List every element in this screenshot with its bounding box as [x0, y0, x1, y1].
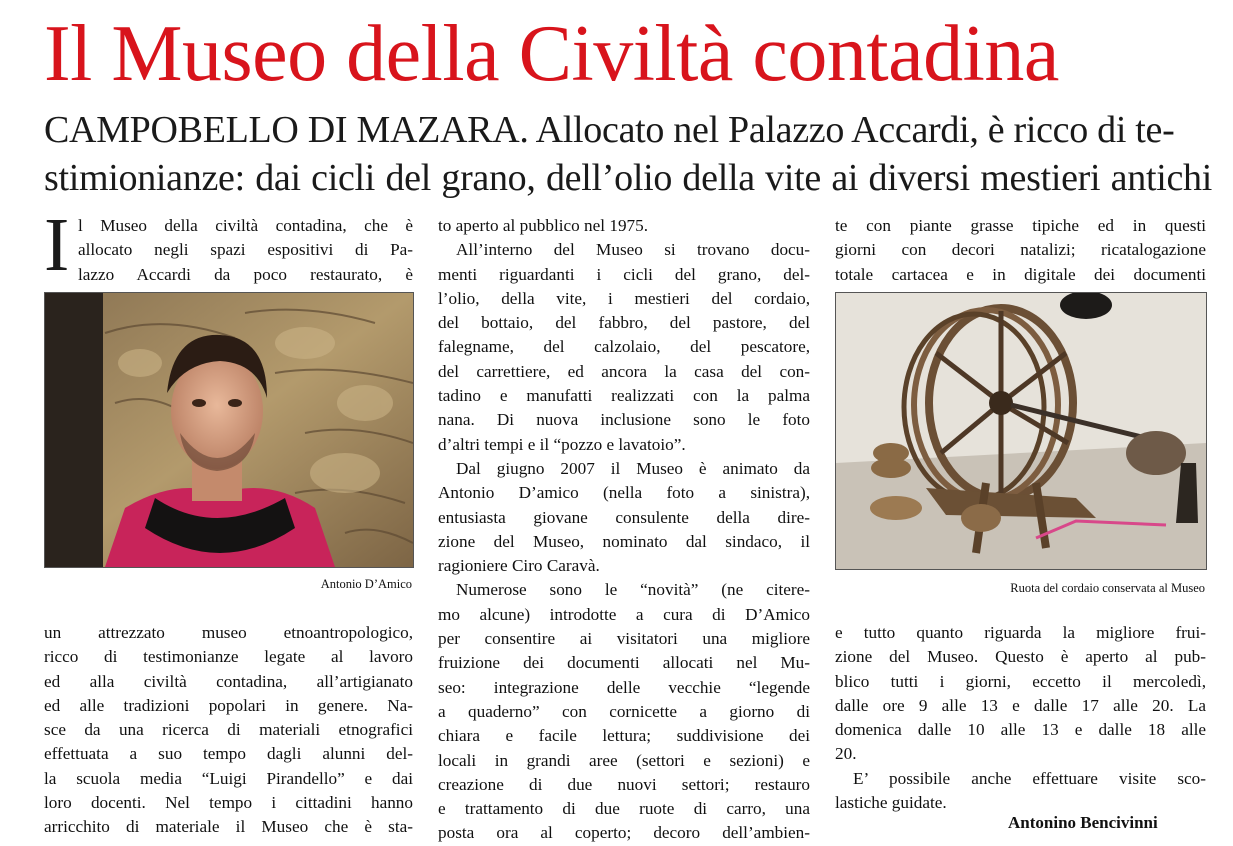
text-line: zione del Museo, nominato dal sindaco, il — [438, 531, 810, 551]
photo-ruota-cordaio — [835, 292, 1207, 570]
text-line: All’interno del Museo si trovano docu- — [456, 240, 810, 260]
text-line: to aperto al pubblico nel 1975. — [438, 216, 649, 235]
text-line: del carrettiere, ed ancora la casa del con- — [438, 361, 810, 381]
headline: Il Museo della Civiltà contadina — [44, 10, 1059, 98]
text-line: ed alla civiltà contadina, all’artigianato — [44, 671, 413, 691]
text-line: un attrezzato museo etnoantropologico, — [44, 623, 413, 642]
text-line: allocato negli spazi espositivi di Pa- — [78, 240, 413, 260]
text-line: sce da una ricerca di materiali etnografici — [44, 720, 413, 740]
text-line: falegname, del calzolaio, del pescatore, — [438, 337, 810, 357]
photo-antonio-damico — [44, 292, 414, 568]
text-line: e tutto quanto riguarda la migliore frui- — [835, 623, 1206, 642]
portrait-image — [45, 293, 413, 567]
text-line: d’altri tempi e il “pozzo e lavatoio”. — [438, 434, 686, 454]
text-line: E’ possibile anche effettuare visite sco- — [853, 768, 1206, 788]
text-line: arricchito di materiale il Museo che è sta- — [44, 817, 413, 837]
text-line: creazione di due nuovi settori; restauro — [438, 774, 810, 794]
text-line: la scuola media “Luigi Pirandello” e dai — [44, 768, 413, 788]
subheadline-line: CAMPOBELLO DI MAZARA. Allocato nel Palazzo Accardi, è ricco di te- — [44, 109, 1175, 151]
photo-caption: Ruota del cordaio conservata al Museo — [1010, 581, 1205, 595]
text-line: seo: integrazione delle vecchie “legende — [438, 677, 810, 697]
text-line: del bottaio, del fabbro, del pastore, del — [438, 313, 810, 333]
subheadline — [44, 106, 1212, 202]
text-line: ed alle tradizioni popolari in genere. Na- — [44, 695, 413, 715]
text-line: effettuata a suo tempo dagli alunni del- — [44, 744, 413, 764]
text-line: 20. — [835, 744, 857, 764]
text-line: Numerose sono le “novità” (ne citere- — [456, 580, 810, 600]
column-1-top — [78, 214, 413, 287]
drop-cap: I — [44, 203, 70, 287]
text-line: tadino e manufatti realizzati con la palma — [438, 386, 810, 406]
column-3-top — [835, 214, 1206, 287]
column-1-bottom — [44, 621, 413, 840]
text-line: chiara e facile lettura; suddivisione dei — [438, 726, 810, 746]
text-line: per consentire ai visitatori una migliore — [438, 629, 810, 649]
text-line: dalle ore 9 alle 13 e dalle 17 alle 20. La — [835, 695, 1206, 715]
text-line: e trattamento di due ruote di carro, una — [438, 799, 810, 819]
text-line: mo alcune) introdotte a cura di D’Amico — [438, 604, 810, 624]
column-3-bottom — [835, 621, 1206, 815]
text-line: lastiche guidate. — [835, 793, 947, 813]
text-line: Dal giugno 2007 il Museo è animato da — [456, 458, 810, 478]
subheadline-line: stimionianze: dai cicli del grano, dell’olio della vite ai diversi mestieri antichi — [44, 157, 1212, 199]
text-line: l’olio, della vite, i mestieri del cordaio, — [438, 288, 810, 308]
text-line: te con piante grasse tipiche ed in questi — [835, 216, 1206, 235]
text-line: fruizione dei documenti allocati nel Mu- — [438, 653, 810, 673]
text-line: blico tutti i giorni, eccetto il mercoledì, — [835, 671, 1206, 691]
photo-caption: Antonio D’Amico — [320, 577, 412, 591]
wheel-image — [836, 293, 1206, 569]
text-line: posta ora al coperto; decoro dell’ambien- — [438, 823, 810, 843]
text-line: ragioniere Ciro Caravà. — [438, 556, 600, 576]
text-line: nana. Di nuova inclusione sono le foto — [438, 410, 810, 430]
text-line: Antonio D’amico (nella foto a sinistra), — [438, 483, 810, 503]
text-line: l Museo della civiltà contadina, che è — [78, 216, 413, 235]
text-line: lazzo Accardi da poco restaurato, è — [78, 264, 413, 284]
text-line: totale cartacea e in digitale dei documenti — [835, 264, 1206, 284]
column-2 — [438, 214, 810, 846]
text-line: locali in grandi aree (settori e sezioni) e — [438, 750, 810, 770]
text-line: ricco di testimonianze legate al lavoro — [44, 647, 413, 667]
text-line: entusiasta giovane consulente della dire- — [438, 507, 810, 527]
text-line: domenica dalle 10 alle 13 e dalle 18 alle — [835, 720, 1206, 740]
text-line: menti riguardanti i cicli del grano, del- — [438, 264, 810, 284]
text-line: a quaderno” con cornicette a giorno di — [438, 701, 810, 721]
author-signature: Antonino Bencivinni — [1008, 813, 1158, 832]
text-line: giorni con decori natalizi; ricatalogazione — [835, 240, 1206, 260]
text-line: loro docenti. Nel tempo i cittadini hanno — [44, 793, 413, 813]
text-line: zione del Museo. Questo è aperto al pub- — [835, 647, 1206, 667]
